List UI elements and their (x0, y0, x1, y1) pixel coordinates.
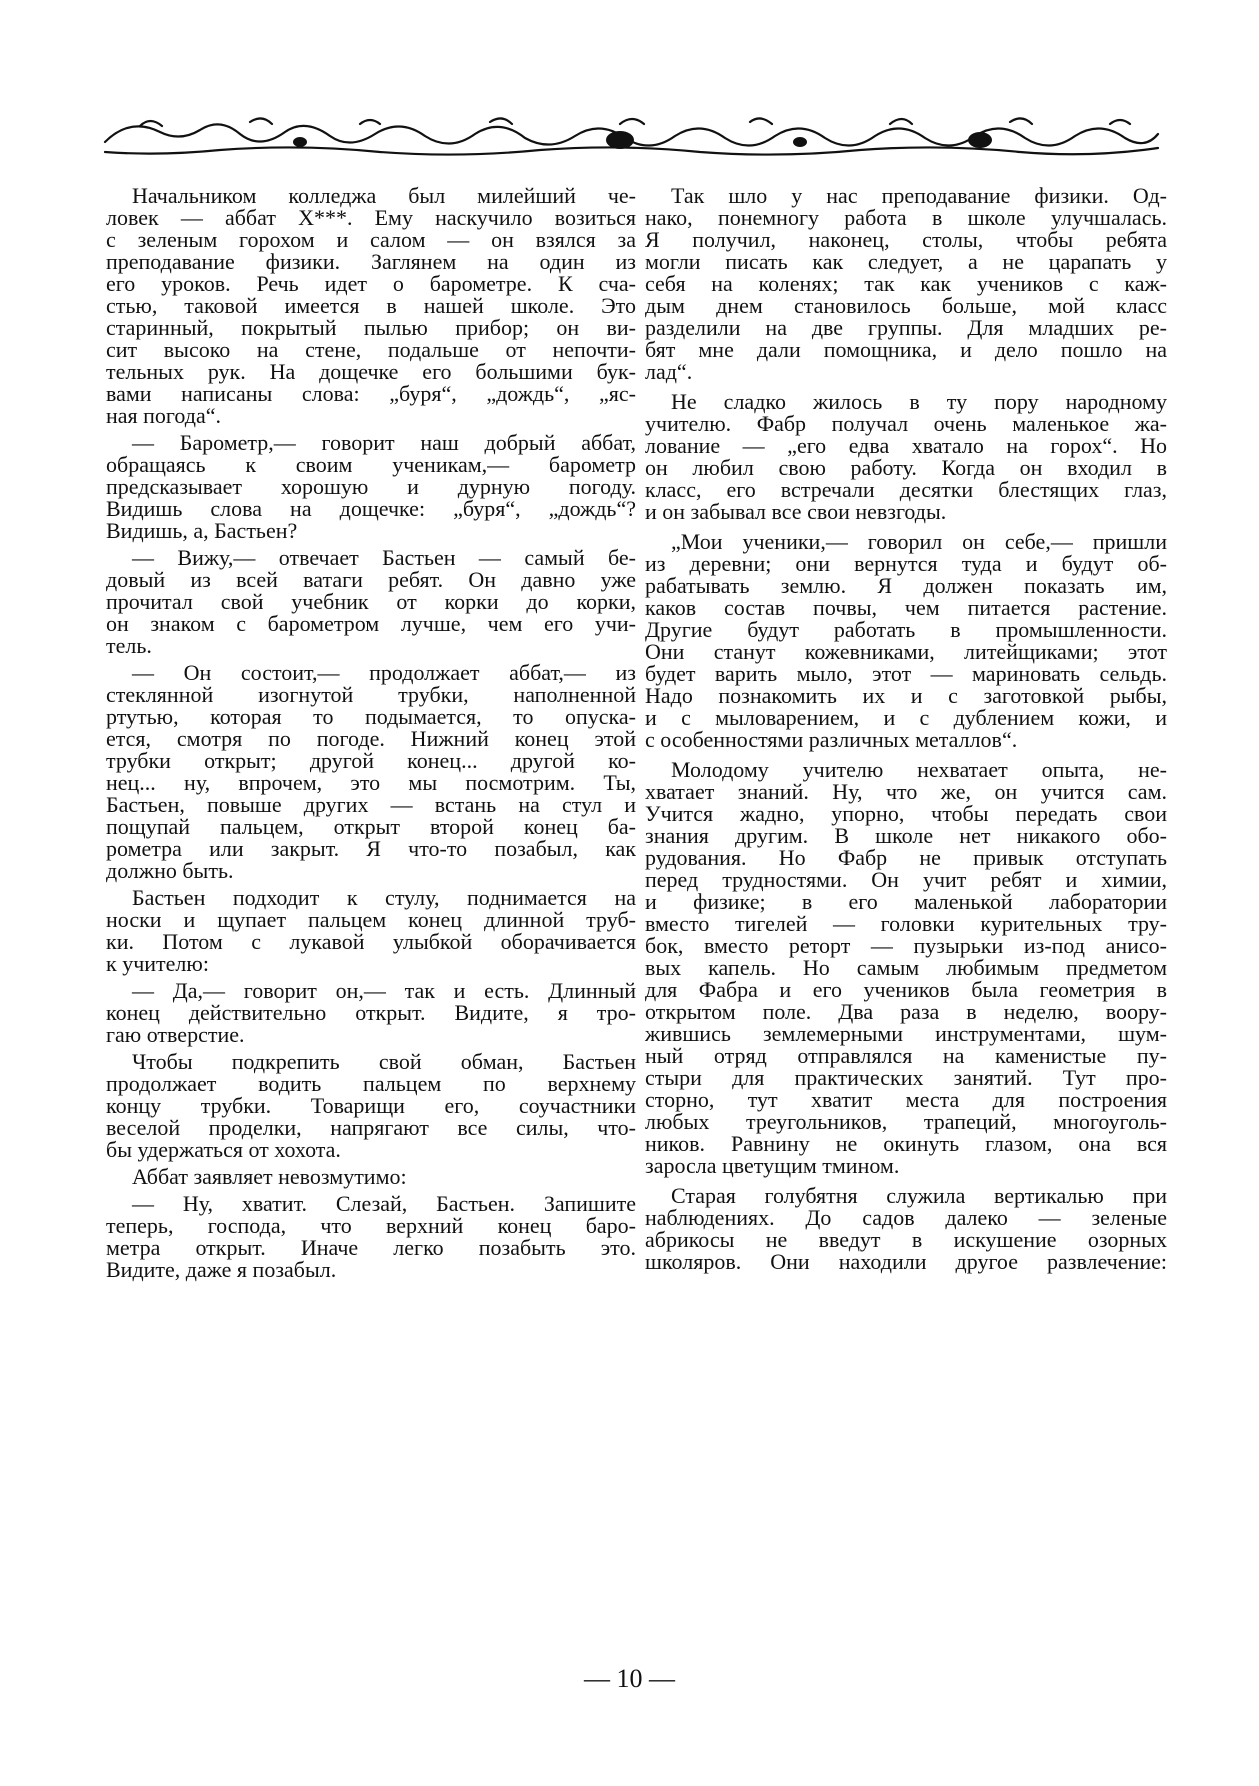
text-line: и он забывал все свои невзгоды. (645, 499, 947, 524)
text-line: ловек — аббат X***. Ему наскучило возиться (106, 205, 636, 230)
text-line: лад“. (645, 359, 693, 384)
text-line: Аббат заявляет невозмутимо: (132, 1164, 407, 1189)
text-line: Молодому учителю нехватает опыта, не- (671, 757, 1167, 782)
text-line: ется, смотря по погоде. Нижний конец этой (106, 726, 636, 751)
paragraph (645, 1182, 1167, 1274)
text-line: гаю отверстие. (106, 1022, 245, 1047)
text-line: конец действительно открыт. Видите, я тро- (106, 1000, 636, 1025)
text-line: нако, понемногу работа в школе улучшалась. (645, 205, 1167, 230)
text-line: вами написаны слова: „буря“, „дождь“, „яс- (106, 381, 636, 406)
text-line: Другие будут работать в промышленности. (645, 617, 1167, 642)
text-line: для Фабра и его учеников была геометрия в (645, 977, 1167, 1002)
paragraph (106, 1190, 636, 1282)
text-line: стеклянной изогнутой трубки, наполненной (106, 682, 636, 707)
text-line: сторно, тут хватит места для построения (645, 1087, 1167, 1112)
text-line: и с мыловарением, и с дублением кожи, и (645, 705, 1167, 730)
paragraph (106, 544, 636, 658)
text-line: учителю. Фабр получал очень маленькое жа- (645, 411, 1167, 436)
text-line: вместо тигелей — головки курительных тру- (645, 911, 1167, 936)
text-line: он знаком с барометром лучше, чем его учи- (106, 611, 636, 636)
text-line: Так шло у нас преподавание физики. Од- (671, 183, 1167, 208)
text-line: веселой проделки, напрягают все силы, что- (106, 1115, 636, 1140)
text-line: с зеленым горохом и салом — он взялся за (106, 227, 636, 252)
text-line: должно быть. (106, 858, 234, 883)
paragraph (106, 1048, 636, 1162)
text-line: Надо познакомить их и с заготовкой рыбы, (645, 683, 1167, 708)
text-line: бок, вместо реторт — пузырьки из-под анисо- (645, 933, 1167, 958)
text-line: продолжает водить пальцем по верхнему (106, 1071, 636, 1096)
paragraph (106, 884, 636, 976)
text-line: Не сладко жилось в ту пору народному (671, 389, 1167, 414)
text-line: Чтобы подкрепить свой обман, Бастьен (132, 1049, 636, 1074)
text-line: тель. (106, 633, 152, 658)
text-line: „Мои ученики,— говорил он себе,— пришли (671, 529, 1167, 554)
text-line: себя на коленях; так как учеников с каж- (645, 271, 1167, 296)
text-line: Бастьен подходит к стулу, поднимается на (132, 885, 636, 910)
text-line: заросла цветущим тмином. (645, 1153, 900, 1178)
text-line: ртутью, которая то подымается, то опуска- (106, 704, 636, 729)
text-line: дым днем становилось больше, мой класс (645, 293, 1167, 318)
paragraph (645, 756, 1167, 1178)
text-line: — Он состоит,— продолжает аббат,— из (132, 660, 636, 685)
text-line: трубки открыт; другой конец... другой ко- (106, 748, 636, 773)
text-line: жившись землемерными инструментами, шум- (645, 1021, 1167, 1046)
text-line: бы удержаться от хохота. (106, 1137, 341, 1162)
text-line: сит высоко на стене, подальше от непочти- (106, 337, 636, 362)
text-line: Старая голубятня служила вертикалью при (671, 1183, 1167, 1208)
text-line: преподавание физики. Заглянем на один из (106, 249, 636, 274)
text-line: рудования. Но Фабр не привык отступать (645, 845, 1167, 870)
text-line: он любил свою работу. Когда он входил в (645, 455, 1167, 480)
text-line: метра открыт. Иначе легко позабыть это. (106, 1235, 636, 1260)
text-line: Они станут кожевниками, литейщиками; этот (645, 639, 1167, 664)
text-line: вых капель. Но самым любимым предметом (645, 955, 1167, 980)
paragraph (645, 388, 1167, 524)
text-line: абрикосы не введут в искушение озорных (645, 1227, 1167, 1252)
text-line: открытом поле. Два раза в неделю, воору- (645, 999, 1167, 1024)
text-line: нец... ну, впрочем, это мы посмотрим. Ты, (106, 770, 636, 795)
paragraph (106, 977, 636, 1047)
text-line: Видите, даже я позабыл. (106, 1257, 337, 1282)
text-line: Учится жадно, упорно, чтобы передать свои (645, 801, 1167, 826)
text-line: предсказывает хорошую и дурную погоду. (106, 474, 636, 499)
text-line: ки. Потом с лукавой улыбкой оборачивается (106, 929, 636, 954)
paragraph (645, 182, 1167, 384)
text-line: лование — „его едва хватало на горох“. Но (645, 433, 1167, 458)
text-line: стью, таковой имеется в нашей школе. Это (106, 293, 636, 318)
text-line: обращаясь к своим ученикам,— барометр (106, 452, 636, 477)
text-line: носки и щупает пальцем конец длинной труб- (106, 907, 636, 932)
text-line: Бастьен, повыше других — встань на стул и (106, 792, 636, 817)
text-line: — Да,— говорит он,— так и есть. Длинный (132, 978, 636, 1003)
text-line: прочитал свой учебник от корки до корки, (106, 589, 636, 614)
paragraph (645, 528, 1167, 752)
text-line: ный отряд отправлялся на каменистые пу- (645, 1043, 1167, 1068)
text-line: теперь, господа, что верхний конец баро- (106, 1213, 636, 1238)
text-line: рабатывать землю. Я должен показать им, (645, 573, 1167, 598)
text-line: довый из всей ватаги ребят. Он давно уже (106, 567, 636, 592)
text-line: — Ну, хватит. Слезай, Бастьен. Запишите (132, 1191, 636, 1216)
text-line: — Вижу,— отвечает Бастьен — самый бе- (132, 545, 636, 570)
text-line: ная погода“. (106, 403, 221, 428)
text-line: тельных рук. На дощечке его большими бук- (106, 359, 636, 384)
text-line: любых треугольников, трапеций, многоуголь- (645, 1109, 1167, 1134)
text-line: рометра или закрыт. Я что-то позабыл, как (106, 836, 636, 861)
text-line: Видишь, а, Бастьен? (106, 518, 298, 543)
left-text-column (106, 182, 636, 1283)
text-line: Начальником колледжа был милейший че- (132, 183, 636, 208)
text-line: из деревни; они вернутся туда и будут об- (645, 551, 1167, 576)
text-line: к учителю: (106, 951, 209, 976)
text-line: бят мне дали помощника, и дело пошло на (645, 337, 1167, 362)
text-line: перед трудностями. Он учит ребят и химии, (645, 867, 1167, 892)
paragraph (106, 182, 636, 428)
page-number: — 10 — (584, 1664, 675, 1693)
text-line: ников. Равнину не окинуть глазом, она вся (645, 1131, 1167, 1156)
paragraph (106, 659, 636, 883)
text-line: концу трубки. Товарищи его, соучастники (106, 1093, 636, 1118)
decorative-header-ornament (100, 112, 1160, 160)
text-line: наблюдениях. До садов далеко — зеленые (645, 1205, 1167, 1230)
text-line: будет варить мыло, этот — мариновать сельдь. (645, 661, 1167, 686)
right-text-column (645, 182, 1167, 1278)
text-line: — Барометр,— говорит наш добрый аббат, (132, 430, 636, 455)
text-line: и физике; в его маленькой лаборатории (645, 889, 1167, 914)
text-line: Я получил, наконец, столы, чтобы ребята (645, 227, 1167, 252)
text-line: знания другим. В школе нет никакого обо- (645, 823, 1167, 848)
text-line: школяров. Они находили другое развлечение: (645, 1249, 1167, 1274)
text-line: могли писать как следует, а не царапать у (645, 249, 1167, 274)
text-line: класс, его встречали десятки блестящих глаз, (645, 477, 1167, 502)
text-line: его уроков. Речь идет о барометре. К сча- (106, 271, 636, 296)
text-line: каков состав почвы, чем питается растение. (645, 595, 1167, 620)
text-line: хватает знаний. Ну, что же, он учится сам. (645, 779, 1167, 804)
paragraph (106, 429, 636, 543)
text-line: пощупай пальцем, открыт второй конец ба- (106, 814, 636, 839)
text-line: старинный, покрытый пылью прибор; он ви- (106, 315, 636, 340)
text-line: разделили на две группы. Для младших ре- (645, 315, 1167, 340)
text-line: с особенностями различных металлов“. (645, 727, 1018, 752)
text-line: стыри для практических занятий. Тут про- (645, 1065, 1167, 1090)
paragraph (106, 1163, 636, 1189)
text-line: Видишь слова на дощечке: „буря“, „дождь“? (106, 496, 636, 521)
